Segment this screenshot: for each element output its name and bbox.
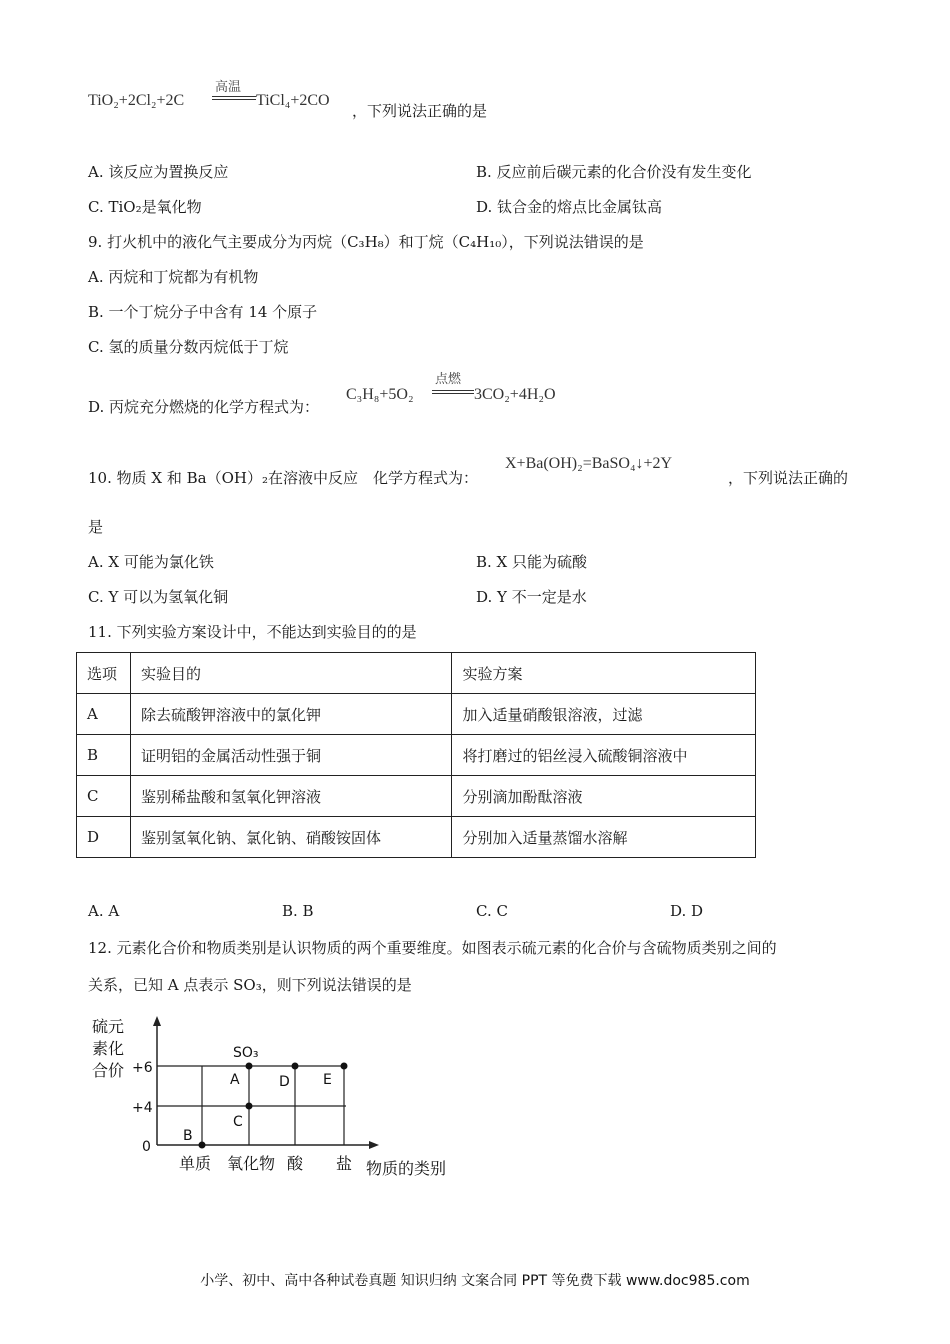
table-cell: D	[77, 817, 131, 858]
x-axis-arrow	[369, 1141, 379, 1149]
q9-equals-sign	[432, 390, 474, 394]
x-axis-title: 物质的类别	[366, 1159, 447, 1178]
table-cell: C	[77, 776, 131, 817]
q8-option-b: B. 反应前后碳元素的化合价没有发生变化	[476, 163, 752, 181]
q9-option-a: A. 丙烷和丁烷都为有机物	[88, 268, 259, 286]
y-tick-zero: 0	[142, 1139, 151, 1155]
header-option: 选项	[77, 653, 131, 694]
footer-text: 小学、初中、高中各种试卷真题 知识归纳 文案合同 PPT 等免费下载 www.doc985.com	[200, 1273, 750, 1289]
y-axis-title-line3: 合价	[92, 1061, 125, 1080]
label-so3: SO₃	[233, 1045, 259, 1061]
table-cell: 证明铝的金属活动性强于铜	[130, 735, 451, 776]
header-plan: 实验方案	[452, 653, 756, 694]
q8-stem-tail: ，下列说法正确的是	[352, 102, 488, 120]
table-row	[77, 694, 756, 735]
experiment-table	[76, 652, 756, 858]
q9-option-d: D. 丙烷充分燃烧的化学方程式为：	[88, 398, 320, 416]
table-row	[77, 817, 756, 858]
q8-option-c: C. TiO₂是氧化物	[88, 198, 202, 216]
q8-option-d: D. 钛合金的熔点比金属钛高	[476, 198, 663, 216]
x-label-salt: 盐	[336, 1154, 353, 1173]
table-cell: 加入适量硝酸银溶液，过滤	[452, 694, 756, 735]
y-tick-plus6: +6	[132, 1060, 153, 1076]
q12-stem-line2: 关系，已知 A 点表示 SO₃，则下列说法错误的是	[88, 976, 412, 994]
y-axis-title-line2: 素化	[92, 1039, 125, 1058]
table-cell: 分别滴加酚酞溶液	[452, 776, 756, 817]
y-axis-arrow	[153, 1016, 161, 1026]
label-A: A	[230, 1072, 240, 1088]
point-B	[199, 1142, 206, 1149]
table-row	[77, 776, 756, 817]
valence-category-diagram	[80, 1010, 480, 1185]
table-cell: A	[77, 694, 131, 735]
q10-option-b: B. X 只能为硫酸	[476, 553, 588, 571]
q10-option-c: C. Y 可以为氢氧化铜	[88, 588, 229, 606]
table-cell: 除去硫酸钾溶液中的氯化钾	[130, 694, 451, 735]
y-tick-plus4: +4	[132, 1100, 153, 1116]
q10-equation: X+Ba(OH)₂=BaSO₄↓+2Y	[505, 455, 673, 472]
q11-answer-c: C. C	[476, 902, 508, 920]
table-cell: B	[77, 735, 131, 776]
q9-stem: 9. 打火机中的液化气主要成分为丙烷（C₃H₈）和丁烷（C₄H₁₀），下列说法错误的是	[88, 233, 644, 251]
q10-option-d: D. Y 不一定是水	[476, 588, 587, 606]
q12-stem-line1: 12. 元素化合价和物质类别是认识物质的两个重要维度。如图表示硫元素的化合价与含硫物质类别之间的	[88, 939, 777, 957]
q8-equation-left: TiO₂+2Cl₂+2C	[88, 92, 185, 109]
q8-option-a: A. 该反应为置换反应	[88, 163, 229, 181]
q10-stem-tail: ，下列说法正确的	[728, 469, 849, 487]
point-A	[246, 1063, 253, 1070]
header-purpose: 实验目的	[130, 653, 451, 694]
table-header-row	[77, 653, 756, 694]
point-E	[341, 1063, 348, 1070]
q9-equation-left: C₃H₈+5O₂	[346, 386, 414, 403]
q10-option-a: A. X 可能为氯化铁	[88, 553, 214, 571]
q11-answer-b: B. B	[282, 902, 314, 920]
q9-condition: 点燃	[435, 372, 462, 387]
table-cell: 鉴别稀盐酸和氢氧化钾溶液	[130, 776, 451, 817]
label-E: E	[323, 1072, 332, 1088]
table-cell: 将打磨过的铝丝浸入硫酸铜溶液中	[452, 735, 756, 776]
q8-equals-sign	[212, 96, 256, 100]
q9-equation-right: 3CO₂+4H₂O	[474, 386, 556, 403]
label-B: B	[183, 1128, 193, 1144]
x-label-acid: 酸	[287, 1154, 304, 1173]
label-D: D	[279, 1074, 290, 1090]
q9-option-c: C. 氢的质量分数丙烷低于丁烷	[88, 338, 289, 356]
q11-stem: 11. 下列实验方案设计中，不能达到实验目的的是	[88, 623, 417, 641]
q9-option-b: B. 一个丁烷分子中含有 14 个原子	[88, 303, 318, 321]
q11-answer-a: A. A	[88, 902, 120, 920]
label-C: C	[233, 1114, 243, 1130]
y-axis-title-line1: 硫元	[92, 1017, 125, 1036]
q10-stem-start: 10. 物质 X 和 Ba（OH）₂在溶液中反应 化学方程式为：	[88, 469, 478, 487]
table-cell: 鉴别氢氧化钠、氯化钠、硝酸铵固体	[130, 817, 451, 858]
q11-answer-d: D. D	[670, 902, 704, 920]
point-C	[246, 1103, 253, 1110]
x-label-oxide: 氧化物	[227, 1154, 276, 1173]
table-cell: 分别加入适量蒸馏水溶解	[452, 817, 756, 858]
table-row	[77, 735, 756, 776]
q10-stem-wrap: 是	[88, 518, 104, 536]
q8-condition: 高温	[215, 80, 242, 95]
x-label-element: 单质	[179, 1154, 212, 1173]
q8-equation-right: TiCl₄+2CO	[256, 92, 330, 109]
point-D	[292, 1063, 299, 1070]
